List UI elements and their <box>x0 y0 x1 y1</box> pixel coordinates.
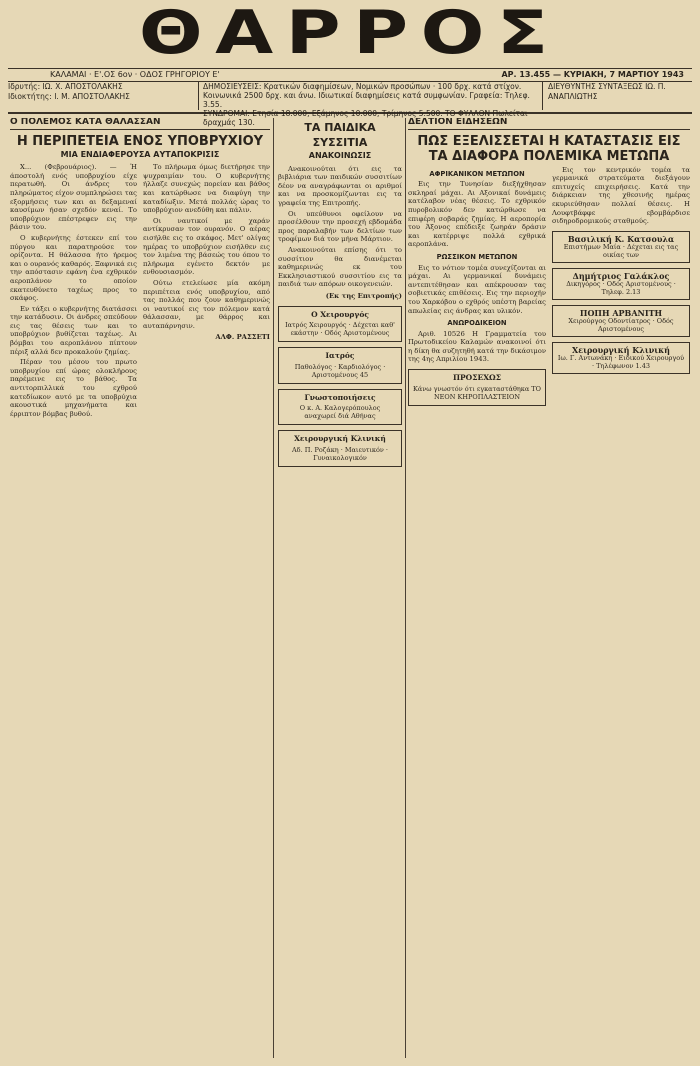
ad-body: Δικηγόρος · Οδός Αριστομένους · Τηλεφ. 2.13 <box>566 279 676 296</box>
founders-block <box>8 82 198 102</box>
column-submarine-article <box>10 118 270 1060</box>
paragraph: Ανακοινούται επίσης ότι το συσσίτιον θα διανέμεται καθημερινώς εκ του Εκκλησιαστικού συσσιτίου εις τα παιδιά των απόρων οικογενειών. <box>278 245 402 289</box>
column-divider <box>405 118 406 1058</box>
ad-body: Επιστήμων Μαία · Δέχεται εις τας οικίας των <box>563 242 679 259</box>
subs-line: ΣΥΝΔΡΟΜΑΙ: Ετησία 18.000, Εξάμηνος 10.000, Τρίμηνος 5.500. ΤΟ ΦΥΛΛΟΝ Πωλείται δραχμάς 130. <box>203 109 528 127</box>
notice-signature: (Εκ της Επιτροπής) <box>325 291 402 300</box>
masthead <box>0 0 700 66</box>
ad-body: Ιω. Γ. Αντωνάκη · Ειδικού Χειρουργού · Τηλέφωνον 1.43 <box>557 353 685 370</box>
paragraph: Εις το νότιον τομέα συνεχίζονται αι μάχαι. Αι γερμανικαί δυνάμεις αντεπιτέθησαν και απέκρουσαν τας σοβιετικάς επιθέσεις. Εις την περιοχήν του Χαρκόβου ο εχθρός υπέστη βαρείας απωλείας εις άνδρας και υλικόν. <box>408 263 546 315</box>
ad-title: Χειρουργική Κλινική <box>294 434 386 444</box>
section-kicker: Ο ΠΟΛΕΜΟΣ ΚΑΤΑ ΘΑΛΑΣΣΑΝ <box>10 118 270 130</box>
paragraph: Πέραν του μέσου του πρωτο υποβρυχίου επί ώρας ολοκλήρους παρέμεινε εις το βάθος. Τα αντιτορπιλλικά του εχθρού κατεδίωκον αυτό με τα υποβρύχια ακουστικά μηχανήματα και έρριπτον βόμβας βυθού. <box>10 358 137 418</box>
owner-line: Ιδιοκτήτης: Ι. Μ. ΑΠΟΣΤΟΛΑΚΗΣ <box>8 92 130 101</box>
paragraph: Χ... (Φεβρουάριος). — Ή άποστολή ενός υποβρυχίου είχε περατωθή. Οι άνδρες του πληρώματος είχον συμπληρώσει τας εξορμήσεις των και αι δεξαμεναί καυσίμων ήσαν σχεδόν κεναί. Το υποβρύχιον επέστρεφεν εις την βάσιν του. <box>10 163 137 232</box>
paragraph: Αριθ. 10526 Η Γραμματεία του Πρωτοδικείου Καλαμών ανακοινοί ότι η δίκη θα συζητηθή κατά την δικάσιμον της 4ης Απριλίου 1943. <box>408 329 547 364</box>
ad-title: ΠΟΠΗ ΑΡΒΑΝΙΤΗ <box>579 307 663 318</box>
founder-line: Ιδρυτής: ΙΩ. Χ. ΑΠΟΣΤΟΛΑΚΗΣ <box>8 82 123 91</box>
ad-title: Ιατρός <box>325 351 355 361</box>
article-subhead: ΑΝΑΚΟΙΝΩΣΙΣ <box>308 151 372 160</box>
article-headline: Η ΠΕΡΙΠΕΤΕΙΑ ΕΝΟΣ ΥΠΟΒΡΥΧΙΟΥ <box>16 133 264 149</box>
front-heading-africa: ΑΦΡΙΚΑΝΙΚΟΝ ΜΕΤΩΠΟΝ <box>429 169 525 178</box>
ad-title: Ο Χειρουργός <box>311 309 369 319</box>
classified-ad <box>278 389 402 426</box>
newspaper-title: ΘΑΡΡΟΣ <box>139 0 561 68</box>
paragraph: Οι υπεύθυνοι οφείλουν να προσέλθουν την προσεχή εβδομάδα προς παραλαβήν των δελτίων των τροφίμων διά τον μήνα Μάρτιον. <box>278 209 402 244</box>
classified-ad <box>278 306 402 343</box>
column-divider <box>273 118 274 1058</box>
article-body <box>408 166 690 411</box>
paragraph: Ούτω ετελείωσε μία ακόμη περιπέτεια ενός υποβρυχίου, από τας πολλάς που ζουν καθημερινώς οι ναυτικοί εις τον πόλεμον κατά θάλασσαν, με θάρρος και αυταπάρνησιν. <box>143 278 270 330</box>
column-children-meals <box>278 118 402 1060</box>
paragraph: Εν τάξει ο κυβερνήτης διατάσσει την κατάδυσιν. Οι άνδρες σπεύδουν εις τας θέσεις των και το υποβρύχιον βυθίζεται ταχέως. Αι βόμβαι του αεροπλάνου πίπτουν πέριξ αλλά δεν προκαλούν ζημίας. <box>10 304 137 356</box>
classified-ad <box>552 342 690 374</box>
classified-ad <box>552 268 690 300</box>
notice-body: Κάνω γνωστόν ότι εγκαταστάθηκα ΤΟ ΝΕΟΝ ΚΗΡΟΠΛΑΣΤΕΙΟΝ <box>413 384 541 401</box>
notice-box <box>408 369 546 406</box>
court-heading: ΑΝΩΡΟΔΙΚΕΙΟΝ <box>447 319 507 328</box>
classified-ad <box>552 231 690 263</box>
ad-body: Αδ. Π. Ροζάκη · Μαιευτικόν · Γυναικολογικόν <box>291 445 388 462</box>
paragraph: Εις την Τυνησίαν διεξήχθησαν σκληραί μάχαι. Αι Αξονικαί δυνάμεις κατέλαβον νέας θέσεις. Το εχθρικόν πυροβολικόν δεν κατώρθωσε να επιφέρη σοβαράς ζημίας. Η αεροπορία του Άξονος επέδειξε ζωηράν δράσιν και κατέρριψε πολλά εχθρικά αεροπλάνα. <box>408 180 546 249</box>
author-signature: ΑΛΦ. ΡΑΣΣΕΤΙ <box>215 333 270 342</box>
paragraph: Ο κυβερνήτης έστεκεν επί του πύργου και παρατηρούσε τον ορίζοντα. Η θάλασσα ήτο ήρεμος και ο ουρανός καθαρός. Ξαφνικά εις την απόστασιν εφάνη ένα εχθρικόν αεροπλάνον το οποίον εκατευθύνετο ταχέως προς το σκάφος. <box>10 233 137 303</box>
front-heading-russia: ΡΩΣΣΙΚΟΝ ΜΕΤΩΠΟΝ <box>436 252 518 261</box>
masthead-subbar <box>8 68 692 82</box>
ad-body: Χειρούργος Οδοντίατρος · Οδός Αριστομένους <box>568 316 674 333</box>
article-body <box>10 163 270 420</box>
ad-title: Δημήτριος Γαλάκλος <box>572 270 670 281</box>
article-subhead: ΜΙΑ ΕΝΔΙΑΦΕΡΟΥΣΑ ΑΥΤΑΠΟΚΡΙΣΙΣ <box>60 149 220 159</box>
ad-title: Βασιλική Κ. Κατσουλα <box>567 233 675 244</box>
issue-line: ΑΡ. 13.455 — ΚΥΡΙΑΚΗ, 7 ΜΑΡΤΙΟΥ 1943 <box>501 70 684 79</box>
location-line: ΚΑΛΑΜΑΙ · Ε'.ΟΣ 6ον · ΟΔΟΣ ΓΡΗΓΟΡΙΟΥ Ε' <box>50 70 220 79</box>
article-headline: ΤΑ ΠΑΙΔΙΚΑ ΣΥΣΣΙΤΙΑ <box>304 121 376 149</box>
classified-ad <box>552 305 690 337</box>
section-kicker: ΔΕΛΤΙΟΝ ΕΙΔΗΣΕΩΝ <box>408 118 690 130</box>
paragraph: Ανακοινούται ότι εις τα βιβλιάρια των παιδικών συσσιτίων δέον να αναγράφωνται οι αριθμοί και να προσκομίζωνται εις τα γραφεία της Επιτροπής. <box>278 164 402 207</box>
classified-ad <box>278 430 402 467</box>
ad-body: Παθολόγος · Καρδιολόγος · Αριστομένους 45 <box>294 362 386 379</box>
ad-title: Γνωστοποιήσεις <box>304 392 376 402</box>
paragraph: Εις τον κεντρικόν τομέα τα γερμανικά στρατεύματα διεξάγουν επιτυχείς επιχειρήσεις. Κατά την διάρκειαν της χθεσινής ημέρας εκυριεύθησαν πολλαί θέσεις. Η Λουφτβάφφε εβομβάρδισε σιδηροδρομικούς σταθμούς. <box>552 165 690 226</box>
ad-body: Ο κ. Α. Καλογερόπουλος αναχωρεί διά Αθήνας <box>299 404 381 421</box>
column-war-fronts <box>408 118 690 1060</box>
directors-line: ΔΙΕΥΘΥΝΤΗΣ ΣΥΝΤΑΞΕΩΣ ΙΩ. Π. ΑΝΑΠΛΙΩΤΗΣ <box>548 82 666 101</box>
ad-title: Χειρουργική Κλινική <box>572 344 670 355</box>
ads-line: ΔΗΜΟΣΙΕΥΣΕΙΣ: Κρατικών διαφημίσεων, Νομικών προσώπων · 100 δρχ. κατά στίχον. Κοινωνικά 2500 δρχ. και άνω. Ιδιωτικαί διαφημίσεις κατά συμφωνίαν. Γραφεία: Τηλεφ. 3.55. <box>203 82 530 109</box>
paragraph: Το πλήρωμα όμως διετήρησε την ψυχραιμίαν του. Ο κυβερνήτης ήλλαζε συνεχώς πορείαν και βάθος και κατώρθωσε να διαφύγη την καταδίωξιν. Μετά πολλάς ώρας το υποβρύχιον ανεδύθη και πάλιν. <box>143 163 270 215</box>
ad-body: Ιατρός Χειρουργός · Δέχεται καθ' εκάστην · Οδός Αριστομένους <box>285 321 395 338</box>
article-headline: ΠΩΣ ΕΞΕΛΙΣΣΕΤΑΙ Η ΚΑΤΑΣΤΑΣΙΣ ΕΙΣ ΤΑ ΔΙΑΦΟΡΑ ΠΟΛΕΜΙΚΑ ΜΕΤΩΠΑ <box>417 133 681 164</box>
paragraph: Οι ναυτικοί με χαράν αντίκρυσαν τον ουρανόν. Ο αέρας εισήλθε εις το σκάφος. Μετ' ολίγας ημέρας το υποβρύχιον εισήλθεν εις τον λιμένα της βάσεώς του όπου το πλήρωμα εγένετο δεκτόν με ενθουσιασμόν. <box>143 216 270 277</box>
classified-ad <box>278 347 402 384</box>
notice-title: ΠΡΟΣΕΧΩΣ <box>452 373 502 383</box>
